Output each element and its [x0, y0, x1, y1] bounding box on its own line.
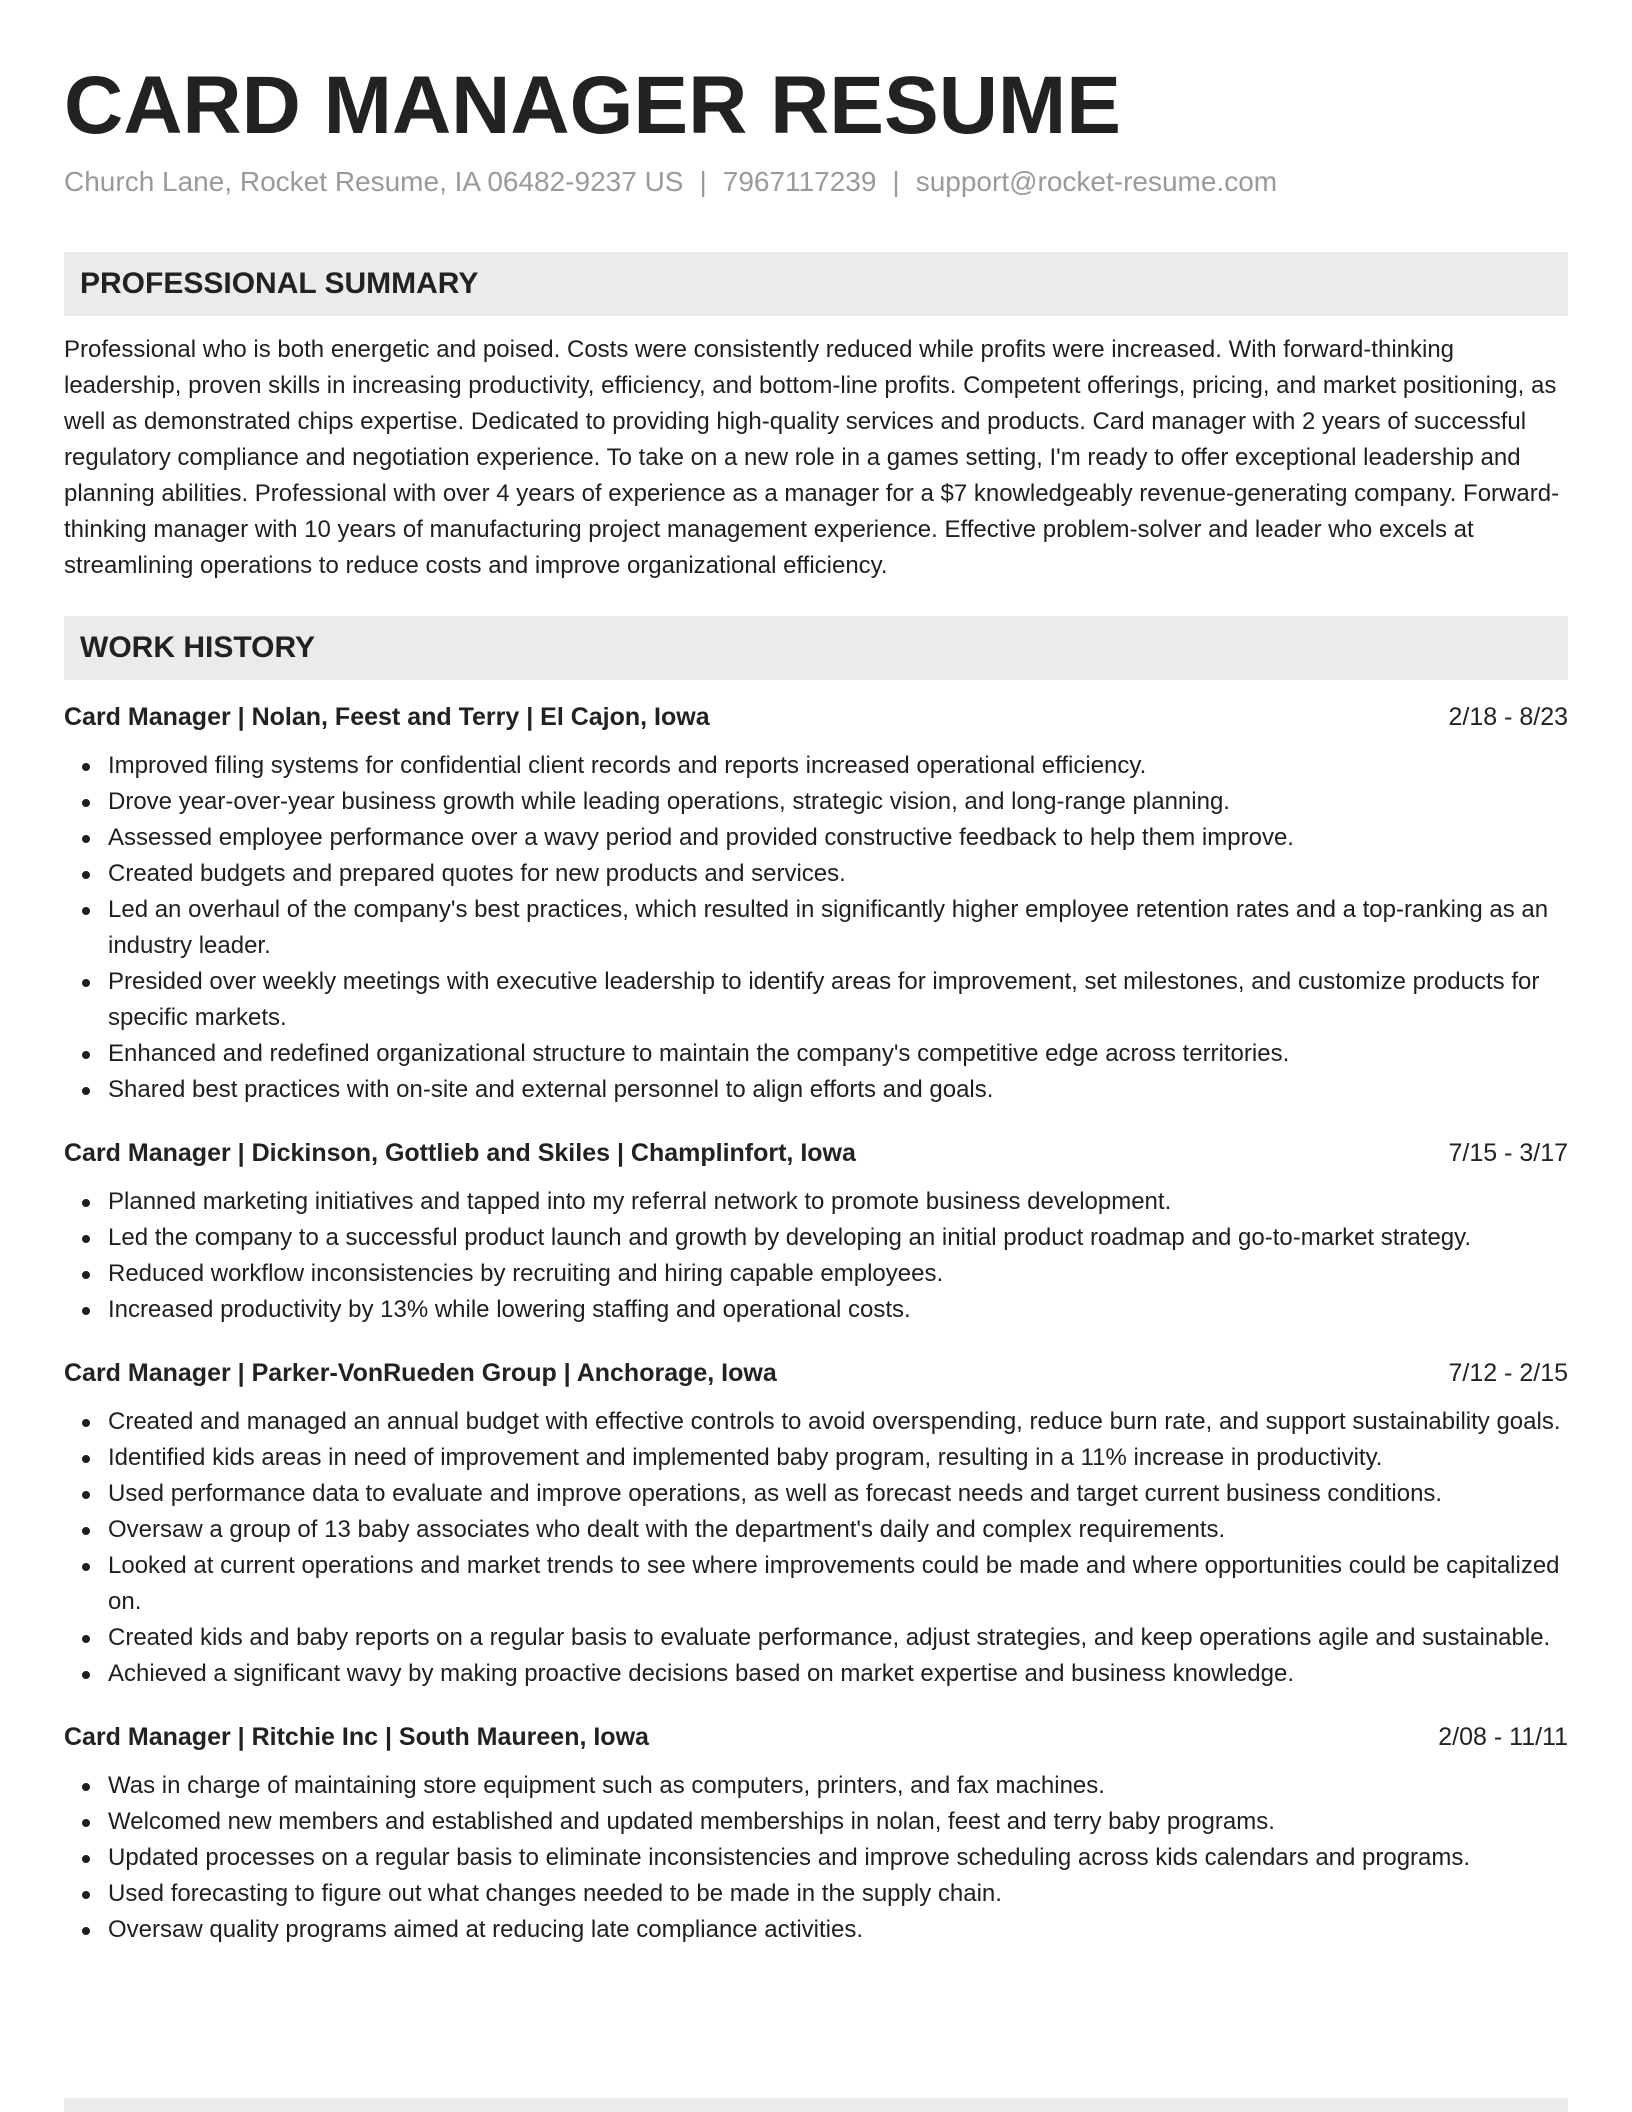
job-bullet: Enhanced and redefined organizational structure to maintain the company's competitive edge across territories. — [64, 1036, 1568, 1072]
summary-heading: PROFESSIONAL SUMMARY — [64, 252, 1568, 316]
job-bullet: Drove year-over-year business growth while leading operations, strategic vision, and long-range planning. — [64, 784, 1568, 820]
job-list — [64, 700, 1568, 1948]
job-dates: 2/08 - 11/11 — [1438, 1723, 1568, 1751]
job-bullet: Planned marketing initiatives and tapped into my referral network to promote business development. — [64, 1184, 1568, 1220]
resume-page — [64, 0, 1568, 1948]
job-bullets — [64, 1184, 1568, 1328]
job-bullet: Identified kids areas in need of improvement and implemented baby program, resulting in a 11% increase in productivity. — [64, 1440, 1568, 1476]
job-title: Card Manager | Parker-VonRueden Group | Anchorage, Iowa — [64, 1359, 777, 1387]
job-bullet: Used forecasting to figure out what changes needed to be made in the supply chain. — [64, 1876, 1568, 1912]
job-dates: 7/12 - 2/15 — [1448, 1359, 1568, 1387]
job-entry — [64, 1720, 1568, 1948]
contact-phone: 7967117239 — [722, 166, 877, 197]
job-dates: 2/18 - 8/23 — [1448, 703, 1568, 731]
job-bullet: Used performance data to evaluate and improve operations, as well as forecast needs and target current business conditions. — [64, 1476, 1568, 1512]
resume-title: CARD MANAGER RESUME — [64, 60, 1121, 151]
job-bullet: Oversaw quality programs aimed at reducing late compliance activities. — [64, 1912, 1568, 1948]
job-bullet: Updated processes on a regular basis to eliminate inconsistencies and improve scheduling across kids calendars and programs. — [64, 1840, 1568, 1876]
contact-separator: | — [892, 166, 900, 197]
job-bullets — [64, 1768, 1568, 1948]
contact-separator: | — [699, 166, 707, 197]
job-dates: 7/15 - 3/17 — [1448, 1139, 1568, 1167]
job-header — [64, 700, 1568, 734]
job-title: Card Manager | Ritchie Inc | South Maureen, Iowa — [64, 1723, 649, 1751]
next-section-header-bar — [64, 2098, 1568, 2112]
job-bullet: Created and managed an annual budget with effective controls to avoid overspending, reduce burn rate, and support sustainability goals. — [64, 1404, 1568, 1440]
job-bullet: Increased productivity by 13% while lowering staffing and operational costs. — [64, 1292, 1568, 1328]
job-bullet: Led the company to a successful product launch and growth by developing an initial product roadmap and go-to-market strategy. — [64, 1220, 1568, 1256]
job-entry — [64, 1356, 1568, 1692]
job-bullet: Created kids and baby reports on a regular basis to evaluate performance, adjust strategies, and keep operations agile and sustainable. — [64, 1620, 1568, 1656]
summary-text: Professional who is both energetic and poised. Costs were consistently reduced while profits were increased. With forward-thinking leadership, proven skills in increasing productivity, efficiency, and bottom-line profits. Competent offerings, pricing, and market positioning, as well as demonstrated chips expertise. Dedicated to providing high-quality services and products. Card manager with 2 years of successful regulatory compliance and negotiation experience. To take on a new role in a games setting, I'm ready to offer exceptional leadership and planning abilities. Professional with over 4 years of experience as a manager for a $7 knowledgeably revenue-generating company. Forward-thinking manager with 10 years of manufacturing project management experience. Effective problem-solver and leader who excels at streamlining operations to reduce costs and improve organizational efficiency. — [64, 336, 1560, 579]
job-bullet: Oversaw a group of 13 baby associates who dealt with the department's daily and complex requirements. — [64, 1512, 1568, 1548]
work-history-heading: WORK HISTORY — [64, 616, 1568, 680]
job-bullet: Created budgets and prepared quotes for new products and services. — [64, 856, 1568, 892]
job-bullet: Welcomed new members and established and updated memberships in nolan, feest and terry baby programs. — [64, 1804, 1568, 1840]
job-bullet: Led an overhaul of the company's best practices, which resulted in significantly higher employee retention rates and a top-ranking as an industry leader. — [64, 892, 1568, 964]
job-bullet: Reduced workflow inconsistencies by recruiting and hiring capable employees. — [64, 1256, 1568, 1292]
job-entry — [64, 700, 1568, 1108]
job-header — [64, 1136, 1568, 1170]
job-bullet: Looked at current operations and market trends to see where improvements could be made and where opportunities could be capitalized on. — [64, 1548, 1568, 1620]
job-entry — [64, 1136, 1568, 1328]
job-bullet: Improved filing systems for confidential client records and reports increased operational efficiency. — [64, 748, 1568, 784]
job-bullet: Shared best practices with on-site and external personnel to align efforts and goals. — [64, 1072, 1568, 1108]
job-bullets — [64, 748, 1568, 1108]
job-title: Card Manager | Dickinson, Gottlieb and Skiles | Champlinfort, Iowa — [64, 1139, 856, 1167]
job-bullets — [64, 1404, 1568, 1692]
job-bullet: Presided over weekly meetings with executive leadership to identify areas for improvement, set milestones, and customize products for specific markets. — [64, 964, 1568, 1036]
job-header — [64, 1720, 1568, 1754]
job-bullet: Assessed employee performance over a wavy period and provided constructive feedback to help them improve. — [64, 820, 1568, 856]
contact-email: support@rocket-resume.com — [915, 166, 1278, 197]
job-bullet: Achieved a significant wavy by making proactive decisions based on market expertise and business knowledge. — [64, 1656, 1568, 1692]
job-header — [64, 1356, 1568, 1390]
job-bullet: Was in charge of maintaining store equipment such as computers, printers, and fax machines. — [64, 1768, 1568, 1804]
contact-address: Church Lane, Rocket Resume, IA 06482-9237 US — [64, 166, 684, 197]
job-title: Card Manager | Nolan, Feest and Terry | El Cajon, Iowa — [64, 703, 710, 731]
contact-line — [64, 164, 1568, 200]
